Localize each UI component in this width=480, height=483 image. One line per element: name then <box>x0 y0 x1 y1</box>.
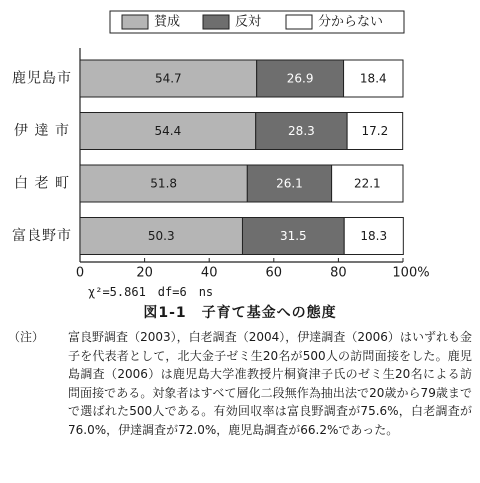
data-label-2-0: 51.8 <box>150 176 178 191</box>
category-label-2: 白 老 町 <box>14 175 70 192</box>
data-label-1-1: 28.3 <box>288 124 315 138</box>
data-label-2-2: 22.1 <box>353 176 381 191</box>
x-tick-label-2: 40 <box>200 265 218 281</box>
data-label-3-1: 31.5 <box>279 229 307 243</box>
category-label-0: 鹿児島市 <box>12 70 72 87</box>
data-label-1-2: 17.2 <box>361 124 389 138</box>
legend-swatch-0 <box>122 15 148 29</box>
legend-swatch-2 <box>286 15 312 29</box>
footnote-text: 富良野調査（2003），白老調査（2004），伊達調査（2006）はいずれも金子を代表者として，北大金子ゼミ生20名が500人の訪問面接をした。鹿児島調査（2006）は鹿児島大学准教授片桐資津子氏のゼミ生20名による訪問面接である。対象者はすべて層化二段無作為抽出法で20歳から79歳までで選ばれた500人である。有効回収率は富良野調査が75.6%，白老調査が76.0%，伊達調査が72.0%，鹿児島調査が66.2%であった。 <box>68 330 472 437</box>
footnote-prefix: （注） <box>8 330 45 344</box>
data-label-0-1: 26.9 <box>286 71 314 86</box>
data-label-0-2: 18.4 <box>359 71 387 86</box>
category-label-1: 伊 達 市 <box>14 123 70 139</box>
data-label-3-0: 50.3 <box>147 229 175 243</box>
legend-label-2: 分からない <box>318 14 384 30</box>
data-label-0-0: 54.7 <box>154 71 182 86</box>
x-tick-label-1: 20 <box>136 265 153 281</box>
data-label-3-2: 18.3 <box>360 229 388 243</box>
x-tick-label-5: 100% <box>392 265 430 281</box>
legend-swatch-1 <box>203 15 229 29</box>
category-label-3: 富良野市 <box>12 228 72 244</box>
data-label-1-0: 54.4 <box>154 124 182 138</box>
x-tick-label-4: 80 <box>330 265 347 281</box>
x-tick-label-0: 0 <box>75 265 85 281</box>
x-tick-label-3: 60 <box>265 265 283 281</box>
chi-square-stat: χ²=5.861 df=6 ns <box>88 285 214 299</box>
legend-label-0: 賛成 <box>154 14 181 30</box>
data-label-2-1: 26.1 <box>276 176 303 191</box>
figure-title: 図1-1 子育て基金への態度 <box>143 305 337 321</box>
legend-label-1: 反対 <box>235 14 262 30</box>
